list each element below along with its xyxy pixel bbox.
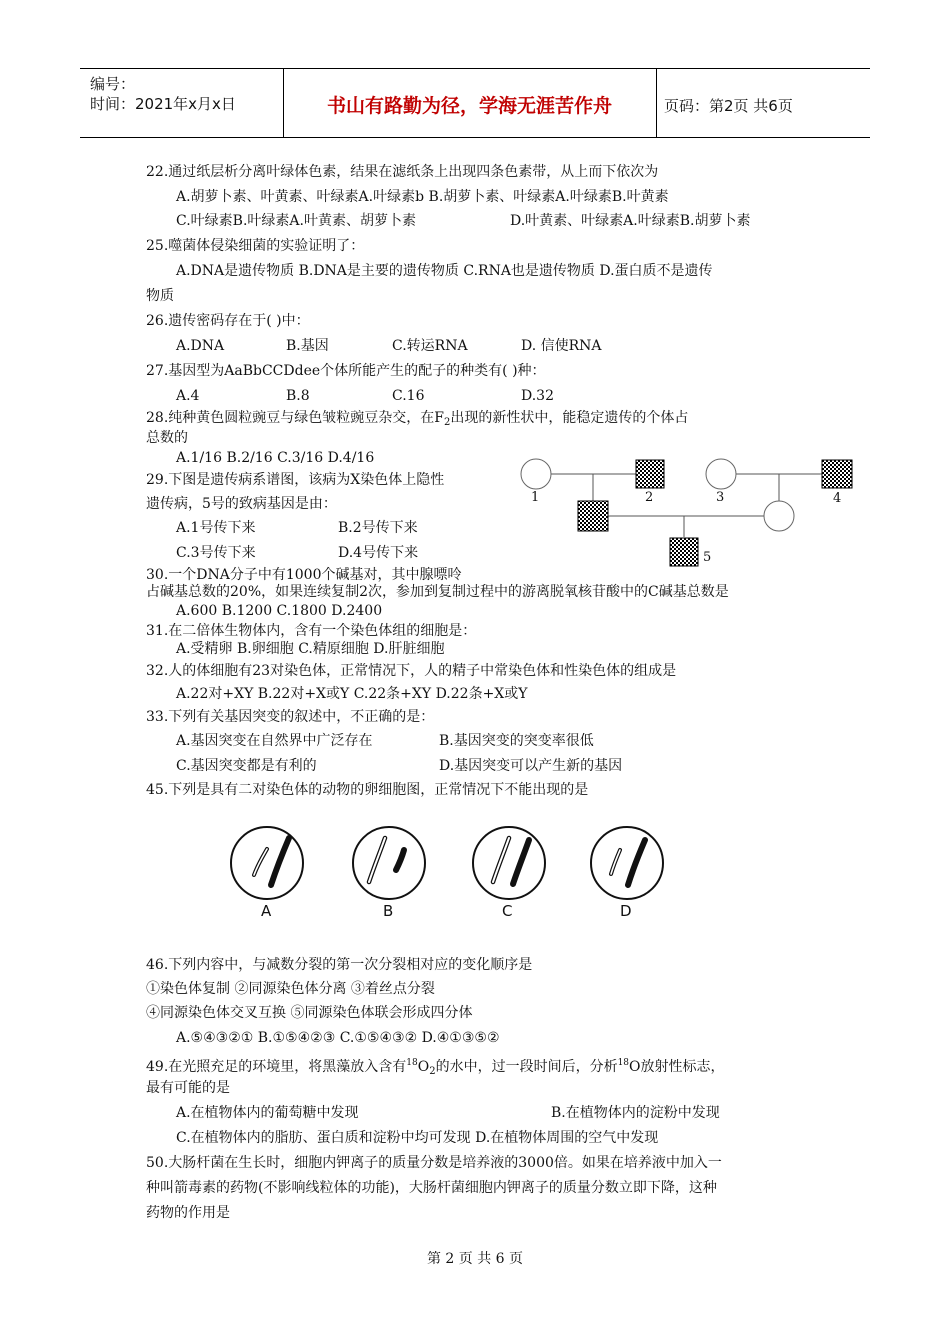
q50-text: 50.大肠杆菌在生长时，细胞内钾离子的质量分数是培养液的3000倍。如果在培养液中加入一 — [146, 1155, 722, 1171]
pedigree-label-3: 3 — [716, 490, 725, 505]
q46-items-line2: ④同源染色体交叉互换 ⑤同源染色体联会形成四分体 — [146, 1005, 473, 1021]
q50-text-line3: 药物的作用是 — [146, 1205, 230, 1221]
q25-options-cont: 物质 — [146, 288, 174, 304]
page-info: 页码：第2页 共6页 — [664, 97, 793, 115]
cell-label-c: C — [502, 902, 513, 920]
q29-option-d: D.4号传下来 — [338, 545, 419, 561]
cell-label-b: B — [383, 902, 394, 920]
pedigree-affected-male — [578, 501, 608, 531]
q49-text — [146, 1055, 725, 1080]
q49-text-pre: 49.在光照充足的环境里，将黑藻放入含有 — [146, 1059, 407, 1075]
time-label: 时间：2021年x月x日 — [90, 95, 236, 113]
q27-option-b: B.8 — [286, 388, 310, 404]
pedigree-label-2: 2 — [645, 490, 654, 505]
q31-text: 31.在二倍体生物体内，含有一个染色体组的细胞是： — [146, 623, 477, 639]
q33-option-c: C.基因突变都是有利的 — [176, 758, 317, 774]
q46-items-line1: ①染色体复制 ②同源染色体分离 ③着丝点分裂 — [146, 981, 435, 997]
q25-text: 25.噬菌体侵染细菌的实验证明了： — [146, 238, 365, 254]
q49-text-mid: 的水中，过一段时间后，分析 — [435, 1059, 618, 1075]
q31-options: A.受精卵 B.卵细胞 C.精原细胞 D.肝脏细胞 — [176, 641, 445, 657]
q27-option-a: A.4 — [176, 388, 200, 404]
header-left-cell — [80, 69, 284, 137]
q27-option-d: D.32 — [521, 388, 554, 404]
q29-option-c: C.3号传下来 — [176, 545, 256, 561]
q26-text: 26.遗传密码存在于( )中： — [146, 313, 310, 329]
cell-label-d: D — [620, 902, 632, 920]
egg-cell-diagrams — [225, 812, 665, 927]
cell-b-chromosomes — [369, 838, 404, 882]
pedigree-affected-male-4 — [822, 460, 852, 488]
q25-options: A.DNA是遗传物质 B.DNA是主要的遗传物质 C.RNA也是遗传物质 D.蛋白质不是遗传 — [176, 263, 713, 279]
cell-a-chromosomes — [254, 838, 289, 885]
q46-text: 46.下列内容中，与减数分裂的第一次分裂相对应的变化顺序是 — [146, 957, 533, 973]
q28-options: A.1/16 B.2/16 C.3/16 D.4/16 — [176, 450, 375, 466]
q50-text-line2: 种叫箭毒素的药物(不影响线粒体的功能)，大肠杆菌细胞内钾离子的质量分数立即下降，这种 — [146, 1180, 717, 1196]
q29-text-cont: 遗传病，5号的致病基因是由： — [146, 496, 337, 512]
q28-text-post: 出现的新性状中，能稳定遗传的个体占 — [450, 410, 689, 426]
cell-c-chromosomes — [493, 838, 529, 884]
q26-option-a: A.DNA — [176, 338, 225, 354]
q49-option-b: B.在植物体内的淀粉中发现 — [551, 1105, 720, 1121]
q29-option-b: B.2号传下来 — [338, 520, 418, 536]
q22-option-d: D.叶黄素、叶绿素A.叶绿素B.胡萝卜素 — [510, 213, 751, 229]
pedigree-label-4: 4 — [833, 491, 842, 506]
q26-option-b: B.基因 — [286, 338, 329, 354]
pedigree-label-1: 1 — [531, 490, 540, 505]
q30-text-cont: 占碱基总数的20%，如果连续复制2次，参加到复制过程中的游离脱氧核苷酸中的C碱基总数是 — [146, 584, 729, 600]
q26-option-d: D. 信使RNA — [521, 338, 602, 354]
q27-option-c: C.16 — [392, 388, 425, 404]
cell-d-membrane — [591, 827, 663, 899]
q33-text: 33.下列有关基因突变的叙述中，不正确的是： — [146, 709, 435, 725]
q33-option-a: A.基因突变在自然界中广泛存在 — [176, 733, 373, 749]
q46-options: A.⑤④③②① B.①⑤④②③ C.①⑤④③② D.④①③⑤② — [176, 1030, 500, 1046]
pedigree-label-5: 5 — [703, 550, 712, 565]
q28-text — [146, 410, 688, 431]
q32-options: A.22对+XY B.22对+X或Y C.22条+XY D.22条+X或Y — [176, 686, 528, 702]
cell-b-membrane — [353, 827, 425, 899]
q49-subscript: 2 — [429, 1066, 436, 1077]
q33-option-d: D.基因突变可以产生新的基因 — [439, 758, 623, 774]
q30-options: A.600 B.1200 C.1800 D.2400 — [176, 603, 383, 619]
pedigree-chart — [500, 450, 870, 575]
q22-options-ab: A.胡萝卜素、叶黄素、叶绿素A.叶绿素b B.胡萝卜素、叶绿素A.叶绿素B.叶黄素 — [176, 189, 669, 205]
page-header — [80, 68, 870, 138]
q30-text: 30.一个DNA分子中有1000个碱基对，其中腺嘌呤 — [146, 567, 462, 583]
q29-text: 29.下图是遗传病系谱图，该病为X染色体上隐性 — [146, 472, 445, 488]
page-footer: 第 2 页 共 6 页 — [426, 1251, 524, 1267]
pedigree-affected-male-5 — [670, 538, 698, 566]
header-motto-cell — [283, 69, 657, 137]
q29-option-a: A.1号传下来 — [176, 520, 256, 536]
q26-option-c: C.转运RNA — [392, 338, 468, 354]
number-label: 编号： — [90, 75, 136, 93]
q49-oxygen: O — [417, 1059, 430, 1075]
q27-text: 27.基因型为AaBbCCDdee个体所能产生的配子的种类有( )种： — [146, 363, 546, 379]
q28-text-pre: 28.纯种黄色圆粒豌豆与绿色皱粒豌豆杂交，在F — [146, 410, 444, 426]
header-right-cell — [656, 69, 870, 137]
q49-text-cont: 最有可能的是 — [146, 1080, 230, 1096]
cell-label-a: A — [261, 902, 272, 920]
q22-option-c: C.叶绿素B.叶绿素A.叶黄素、胡萝卜素 — [176, 213, 416, 229]
cell-a-membrane — [231, 827, 303, 899]
q33-option-b: B.基因突变的突变率很低 — [439, 733, 594, 749]
motto: 书山有路勤为径，学海无涯苦作舟 — [326, 95, 612, 117]
cell-d-chromosomes — [611, 840, 645, 885]
q49-superscript-1: 18 — [406, 1058, 418, 1068]
q22-text: 22.通过纸层析分离叶绿体色素，结果在滤纸条上出现四条色素带，从上而下依次为 — [146, 164, 659, 180]
pedigree-female-1 — [521, 459, 551, 489]
pedigree-female-3 — [706, 459, 736, 489]
q32-text: 32.人的体细胞有23对染色体，正常情况下，人的精子中常染色体和性染色体的组成是 — [146, 663, 677, 679]
q28-text-cont: 总数的 — [146, 430, 188, 446]
q49-text-post: O放射性标志， — [629, 1059, 725, 1075]
q49-options-cd: C.在植物体内的脂肪、蛋白质和淀粉中均可发现 D.在植物体周围的空气中发现 — [176, 1130, 659, 1146]
q45-text: 45.下列是具有二对染色体的动物的卵细胞图，正常情况下不能出现的是 — [146, 782, 589, 798]
q49-option-a: A.在植物体内的葡萄糖中发现 — [176, 1105, 359, 1121]
q49-superscript-2: 18 — [617, 1058, 630, 1068]
q28-subscript: 2 — [443, 417, 451, 428]
pedigree-affected-male-2 — [636, 460, 664, 488]
pedigree-female — [764, 501, 794, 531]
